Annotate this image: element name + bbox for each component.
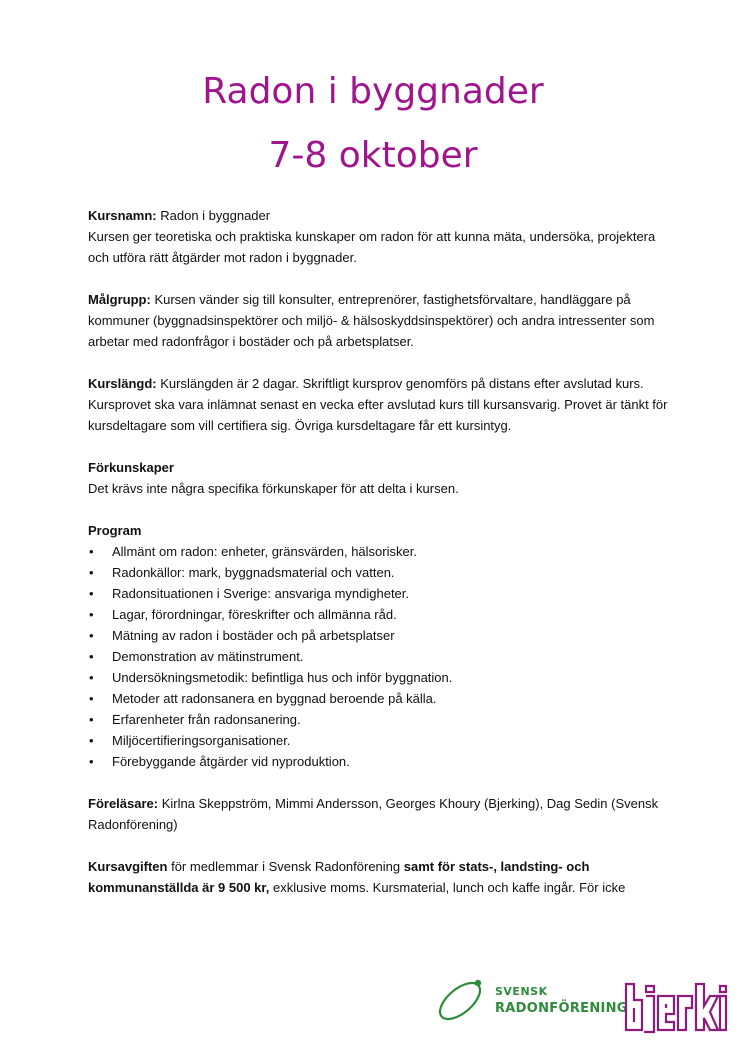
section-malgrupp: [88, 289, 668, 352]
forelasare-label: Föreläsare:: [88, 796, 159, 811]
program-item: • Demonstration av mätinstrument.: [88, 646, 668, 667]
section-kursnamn: [88, 205, 668, 268]
kursavgift-text-1: för medlemmar i Svensk Radonförening: [167, 859, 404, 874]
forelasare-paragraph: [88, 793, 668, 835]
document-title: Radon i byggnader: [202, 71, 544, 112]
program-item: • Radonkällor: mark, byggnadsmaterial och vatten.: [88, 562, 668, 583]
atom-orbit-icon: [434, 976, 486, 1025]
section-kursavgift: [88, 856, 668, 898]
bjerking-wordmark-text: bjerking: [624, 978, 628, 979]
kursavgift-paragraph: [88, 856, 668, 898]
program-item: • Miljöcertifieringsorganisationer.: [88, 730, 668, 751]
radonforening-label: RADONFÖRENING: [495, 1001, 628, 1016]
section-program: [88, 520, 668, 772]
section-forelasare: [88, 793, 668, 835]
program-item: • Allmänt om radon: enheter, gränsvärden, hälsorisker.: [88, 541, 668, 562]
program-heading: [88, 520, 668, 541]
program-item: • Mätning av radon i bostäder och på arbetsplatser: [88, 625, 668, 646]
kurslangd-label: Kurslängd:: [88, 376, 157, 391]
program-item: • Erfarenheter från radonsanering.: [88, 709, 668, 730]
forkunskaper-label: Förkunskaper: [88, 460, 174, 475]
forelasare-text: Kirlna Skeppström, Mimmi Andersson, Georges Khoury (Bjerking), Dag Sedin (Svensk Radonförening): [88, 796, 659, 832]
svensk-radonforening-wordmark: [495, 986, 628, 1015]
program-list: [88, 541, 668, 772]
program-item: • Radonsituationen i Sverige: ansvariga myndigheter.: [88, 583, 668, 604]
document-body: [88, 205, 668, 919]
malgrupp-paragraph: [88, 289, 668, 352]
kurslangd-text: Kurslängden är 2 dagar. Skriftligt kursprov genomförs på distans efter avslutad kurs. Kursprovet ska vara inlämnat senast en vecka efter avslutad kurs till kursansvarig. Provet är tänkt för kursdeltagare som vill certifiera sig. Övriga kursdeltagare får ett kursintyg.: [88, 376, 668, 433]
kursavgift-label: Kursavgiften: [88, 859, 168, 874]
forkunskaper-text: Det krävs inte några specifika förkunskaper för att delta i kursen.: [88, 481, 459, 496]
program-item: • Förebyggande åtgärder vid nyproduktion.: [88, 751, 668, 772]
malgrupp-text: Kursen vänder sig till konsulter, entreprenörer, fastighetsförvaltare, handläggare på kommuner (byggnadsinspektörer och miljö- & hälsoskyddsinspektörer) och andra intressenter som arbetar med radonfrågor i bostäder och på arbetsplatser.: [88, 292, 655, 349]
kursnamn-value: Radon i byggnader: [156, 208, 271, 223]
forkunskaper-heading: [88, 457, 668, 478]
document-date: 7-8 oktober: [268, 135, 478, 176]
kursnamn-label: Kursnamn:: [88, 208, 157, 223]
program-item: • Lagar, förordningar, föreskrifter och allmänna råd.: [88, 604, 668, 625]
kursnamn-line: [88, 205, 668, 226]
kursnamn-description: Kursen ger teoretiska och praktiska kunskaper om radon för att kunna mäta, undersöka, projektera och utföra rätt åtgärder mot radon i byggnader.: [88, 229, 656, 265]
malgrupp-label: Målgrupp:: [88, 292, 151, 307]
program-label: Program: [88, 523, 142, 538]
svensk-label: SVENSK: [495, 985, 548, 998]
section-kurslangd: [88, 373, 668, 436]
kursavgift-price: samt för stats-, landsting- och kommunanställda är 9 500 kr,: [88, 859, 590, 895]
kurslangd-paragraph: [88, 373, 668, 436]
section-forkunskaper: [88, 457, 668, 499]
program-item: • Metoder att radonsanera en byggnad beroende på källa.: [88, 688, 668, 709]
bjerking-logo: [624, 978, 728, 1034]
kursavgift-text-2: exklusive moms. Kursmaterial, lunch och kaffe ingår. För icke: [269, 880, 626, 895]
program-item: • Undersökningsmetodik: befintliga hus och inför byggnation.: [88, 667, 668, 688]
